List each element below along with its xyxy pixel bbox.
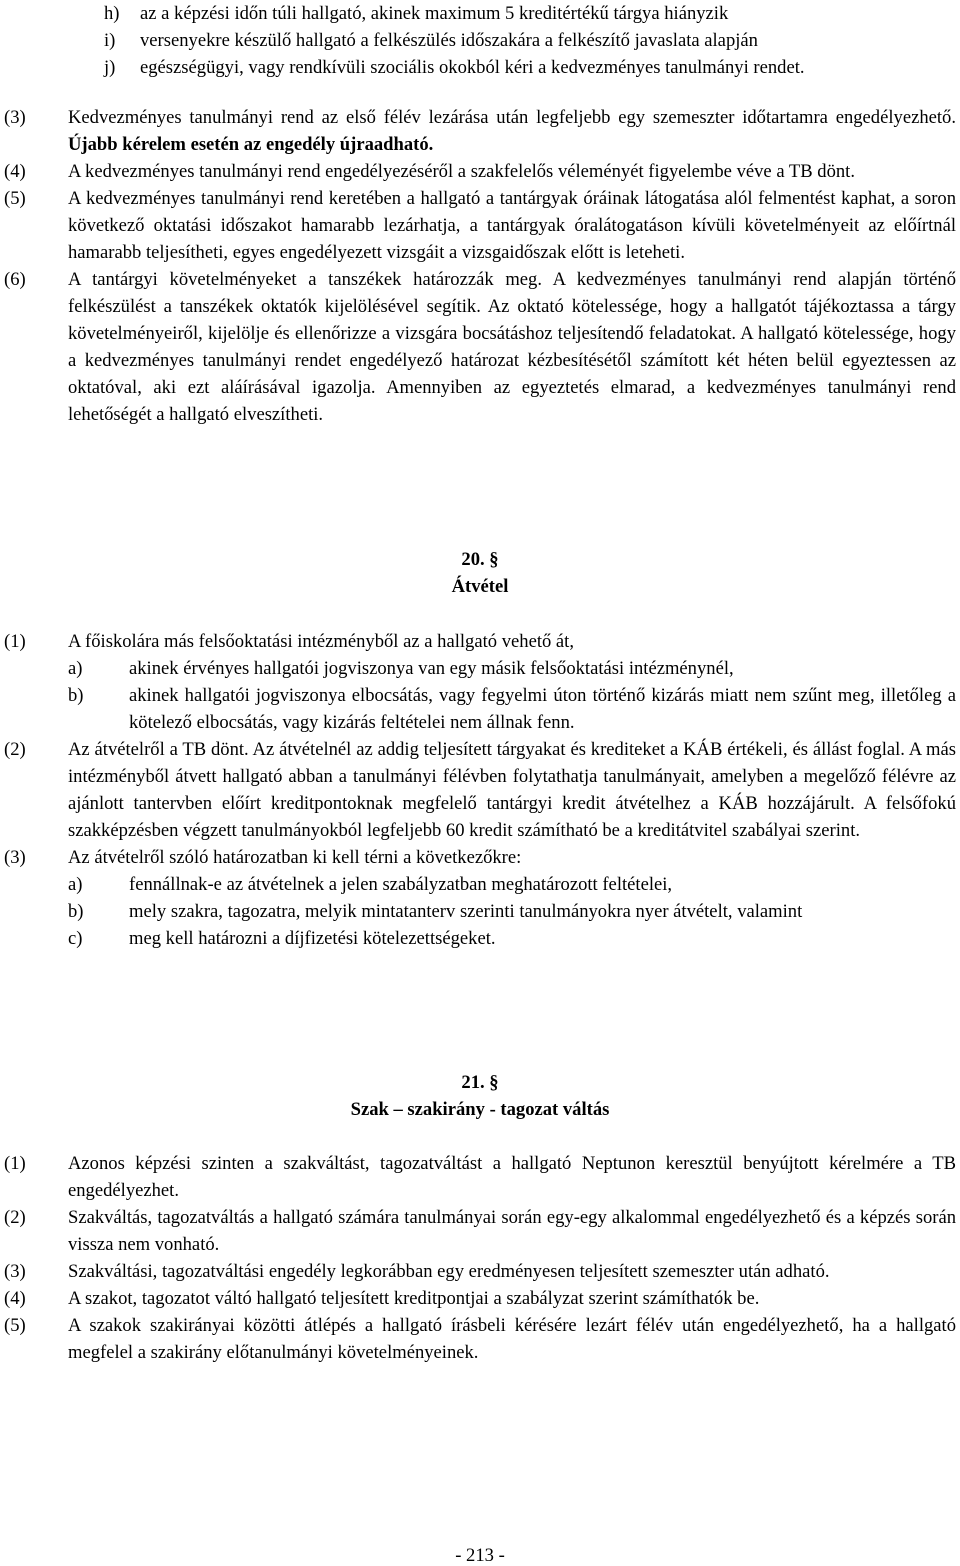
paragraph-text: Az átvételről a TB dönt. Az átvételnél az addig teljesített tárgyakat és krediteket a KÁB értékeli, és állást foglal. A más intézményből átvett hallgató abban a tanulmányi félévben folytathatja tanulmányait, amelyben a megelőző félévre az ajánlott tantervben előírt kreditpontoknak megfelelő tantárgyi kredit átvételhez a KÁB hozzájárult. A felsőfokú szakképzésben végzett tanulmányokból legfeljebb 60 kredit számítható be a kreditátvitel szabályai szerint. <box>68 739 956 841</box>
paragraph-text: A főiskolára más felsőoktatási intézményből az a hallgató vehető át, <box>68 631 574 652</box>
list-item-text: egészségügyi, vagy rendkívüli szociális okokból kéri a kedvezményes tanulmányi rendet. <box>140 57 805 78</box>
list-item-text: akinek hallgatói jogviszonya elbocsátás, vagy fegyelmi úton történő kizárás miatt nem szűnt meg, illetőleg a kötelező elbocsátás, vagy kizárás feltételei nem állnak fenn. <box>129 685 956 733</box>
list-item-text: meg kell határozni a díjfizetési kötelezettségeket. <box>129 928 496 949</box>
paragraph-number: (2) <box>4 739 26 760</box>
paragraph <box>4 266 956 428</box>
paragraph-number: (1) <box>4 1153 26 1174</box>
list-item-label: h) <box>104 3 120 24</box>
paragraph <box>4 1312 956 1366</box>
section-number: 20. § <box>461 549 499 570</box>
paragraph-number: (6) <box>4 269 26 290</box>
paragraph-text: A tantárgyi követelményeket a tanszékek határozzák meg. A kedvezményes tanulmányi rend alapján történő felkészülést a tanszékek oktatók kijelölésével segítik. Az oktató kötelessége, hogy a hallgatót tájékoztassa a tárgy követelményeiről, kijelölje és ellenőrizze a vizsgára bocsátáshoz teljesítendő feladatokat. A hallgató kötelessége, hogy a kedvezményes tanulmányi rendet engedélyező határozat kézbesítésétől számított két héten belül egyeztessen az oktatóval, aki ezt aláírásával igazolja. Amennyiben az egyeztetés elmarad, a kedvezményes tanulmányi rend lehetőségét a hallgató elveszítheti. <box>68 269 956 425</box>
list-item-label: b) <box>68 685 84 706</box>
list-item-label: i) <box>104 30 116 51</box>
list-item-text: az a képzési időn túli hallgató, akinek maximum 5 kreditértékű tárgya hiányzik <box>140 3 729 24</box>
list-item <box>4 871 956 898</box>
list-item <box>0 54 960 81</box>
paragraph <box>4 1258 956 1285</box>
paragraph-text: Szakváltás, tagozatváltás a hallgató számára tanulmányai során egy-egy alkalommal engedélyezhető és a képzés során vissza nem vonható. <box>68 1207 956 1255</box>
paragraph-text: Azonos képzési szinten a szakváltást, tagozatváltást a hallgató Neptunon keresztül benyújtott kérelmére a TB engedélyezhet. <box>68 1153 956 1201</box>
paragraph-text: Szakváltási, tagozatváltási engedély legkorábban egy eredményesen teljesített szemeszter után adható. <box>68 1261 830 1282</box>
section-title: Átvétel <box>451 576 509 597</box>
paragraph-number: (4) <box>4 1288 26 1309</box>
paragraph-number: (5) <box>4 188 26 209</box>
paragraph <box>4 158 956 185</box>
section-title: Szak – szakirány - tagozat váltás <box>350 1099 610 1120</box>
continued-list <box>0 0 960 81</box>
paragraph-text: A kedvezményes tanulmányi rend engedélyezéséről a szakfelelős véleményét figyelembe véve a TB dönt. <box>68 161 856 182</box>
paragraph-text: Kedvezményes tanulmányi rend az első félév lezárása után legfeljebb egy szemeszter időtartamra engedélyezhető. <box>68 107 956 128</box>
paragraph-number: (2) <box>4 1207 26 1228</box>
section-19-paragraphs <box>4 104 956 428</box>
list-item-label: a) <box>68 874 83 895</box>
paragraph <box>4 1150 956 1204</box>
paragraph <box>4 104 956 158</box>
list-item-label: b) <box>68 901 84 922</box>
paragraph-text: A szakok szakirányai közötti átlépés a hallgató írásbeli kérésére lezárt félév után engedélyezhető, ha a hallgató megfelel a szakirány előtanulmányi követelményeinek. <box>68 1315 956 1363</box>
list-item-label: c) <box>68 928 83 949</box>
list-item-text: fennállnak-e az átvételnek a jelen szabályzatban meghatározott feltételei, <box>129 874 673 895</box>
list-item <box>4 655 956 682</box>
list-item <box>4 898 956 925</box>
paragraph <box>4 1204 956 1258</box>
list-item <box>0 0 960 27</box>
paragraph-bold-text: Újabb kérelem esetén az engedély újraadható. <box>68 134 434 155</box>
list-item-text: mely szakra, tagozatra, melyik mintatanterv szerinti tanulmányokra nyer átvételt, valamint <box>129 901 803 922</box>
paragraph-number: (1) <box>4 631 26 652</box>
paragraph-text: A szakot, tagozatot váltó hallgató teljesített kreditpontjai a szabályzat szerint számíthatók be. <box>68 1288 760 1309</box>
paragraph-number: (3) <box>4 1261 26 1282</box>
paragraph-number: (4) <box>4 161 26 182</box>
paragraph <box>4 736 956 844</box>
list-item <box>0 27 960 54</box>
list-item-label: j) <box>104 57 116 78</box>
paragraph <box>4 185 956 266</box>
paragraph <box>4 628 956 655</box>
paragraph-text: Az átvételről szóló határozatban ki kell térni a következőkre: <box>68 847 522 868</box>
paragraph <box>4 1285 956 1312</box>
list-item-text: versenyekre készülő hallgató a felkészülés időszakára a felkészítő javaslata alapján <box>140 30 758 51</box>
section-20 <box>4 546 956 952</box>
list-item-text: akinek érvényes hallgatói jogviszonya van egy másik felsőoktatási intézménynél, <box>129 658 734 679</box>
section-number: 21. § <box>461 1072 499 1093</box>
paragraph-number: (5) <box>4 1315 26 1336</box>
page-number: - 213 - <box>455 1545 505 1566</box>
list-item <box>4 925 956 952</box>
paragraph-text: A kedvezményes tanulmányi rend keretében a hallgató a tantárgyak óráinak látogatása alól felmentést kaphat, a soron következő oktatási időszakot hamarabb lezárhatja, a tantárgyak óralátogatáson kívüli követelményeit az előírtnál hamarabb teljesítheti, egyes engedélyezett vizsgáit a vizsgaidőszak előtt is leteheti. <box>68 188 956 263</box>
list-item <box>4 682 956 736</box>
paragraph-number: (3) <box>4 107 26 128</box>
paragraph <box>4 844 956 871</box>
paragraph-number: (3) <box>4 847 26 868</box>
list-item-label: a) <box>68 658 83 679</box>
section-21 <box>4 1069 956 1366</box>
